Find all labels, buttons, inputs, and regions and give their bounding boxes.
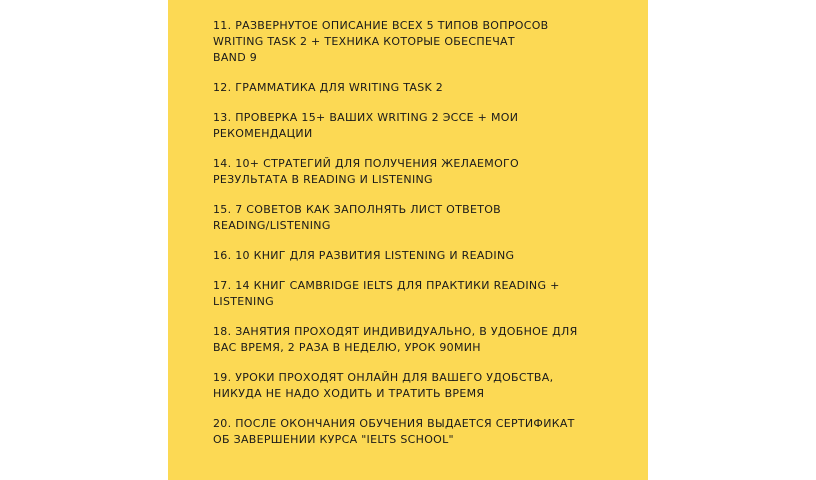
item-line: РЕЗУЛЬТАТА В READING И LISTENING [213,173,433,186]
list-item [213,110,633,142]
item-line: 16. 10 КНИГ ДЛЯ РАЗВИТИЯ LISTENING И READING [213,249,515,262]
list-item [213,18,633,66]
list-item [213,248,633,264]
item-line: 11. РАЗВЕРНУТОЕ ОПИСАНИЕ ВСЕХ 5 ТИПОВ ВОПРОСОВ [213,19,549,32]
item-line: WRITING TASK 2 + ТЕХНИКА КОТОРЫЕ ОБЕСПЕЧАТ [213,35,515,48]
item-line: BAND 9 [213,51,258,64]
item-line: 15. 7 СОВЕТОВ КАК ЗАПОЛНЯТЬ ЛИСТ ОТВЕТОВ [213,203,502,216]
item-line: LISTENING [213,295,274,308]
item-line: ОБ ЗАВЕРШЕНИИ КУРСА "IELTS SCHOOL" [213,433,454,446]
item-line: НИКУДА НЕ НАДО ХОДИТЬ И ТРАТИТЬ ВРЕМЯ [213,387,485,400]
list-item [213,156,633,188]
list-item [213,416,633,448]
list-item [213,80,633,96]
item-line: 14. 10+ СТРАТЕГИЙ ДЛЯ ПОЛУЧЕНИЯ ЖЕЛАЕМОГО [213,157,519,170]
item-line: 18. ЗАНЯТИЯ ПРОХОДЯТ ИНДИВИДУАЛЬНО, В УДОБНОЕ ДЛЯ [213,325,578,338]
list-item [213,370,633,402]
item-line: READING/LISTENING [213,219,331,232]
item-line: 19. УРОКИ ПРОХОДЯТ ОНЛАЙН ДЛЯ ВАШЕГО УДОБСТВА, [213,371,554,384]
yellow-card [168,0,648,480]
list-item [213,278,633,310]
course-features-list [213,18,633,462]
list-item [213,202,633,234]
item-line: РЕКОМЕНДАЦИИ [213,127,313,140]
item-line: 13. ПРОВЕРКА 15+ ВАШИХ WRITING 2 ЭССЕ + МОИ [213,111,519,124]
item-line: 20. ПОСЛЕ ОКОНЧАНИЯ ОБУЧЕНИЯ ВЫДАЕТСЯ СЕРТИФИКАТ [213,417,575,430]
list-item [213,324,633,356]
item-line: 17. 14 КНИГ CAMBRIDGE IELTS ДЛЯ ПРАКТИКИ READING + [213,279,560,292]
item-line: 12. ГРАММАТИКА ДЛЯ WRITING TASK 2 [213,81,444,94]
item-line: ВАС ВРЕМЯ, 2 РАЗА В НЕДЕЛЮ, УРОК 90МИН [213,341,481,354]
